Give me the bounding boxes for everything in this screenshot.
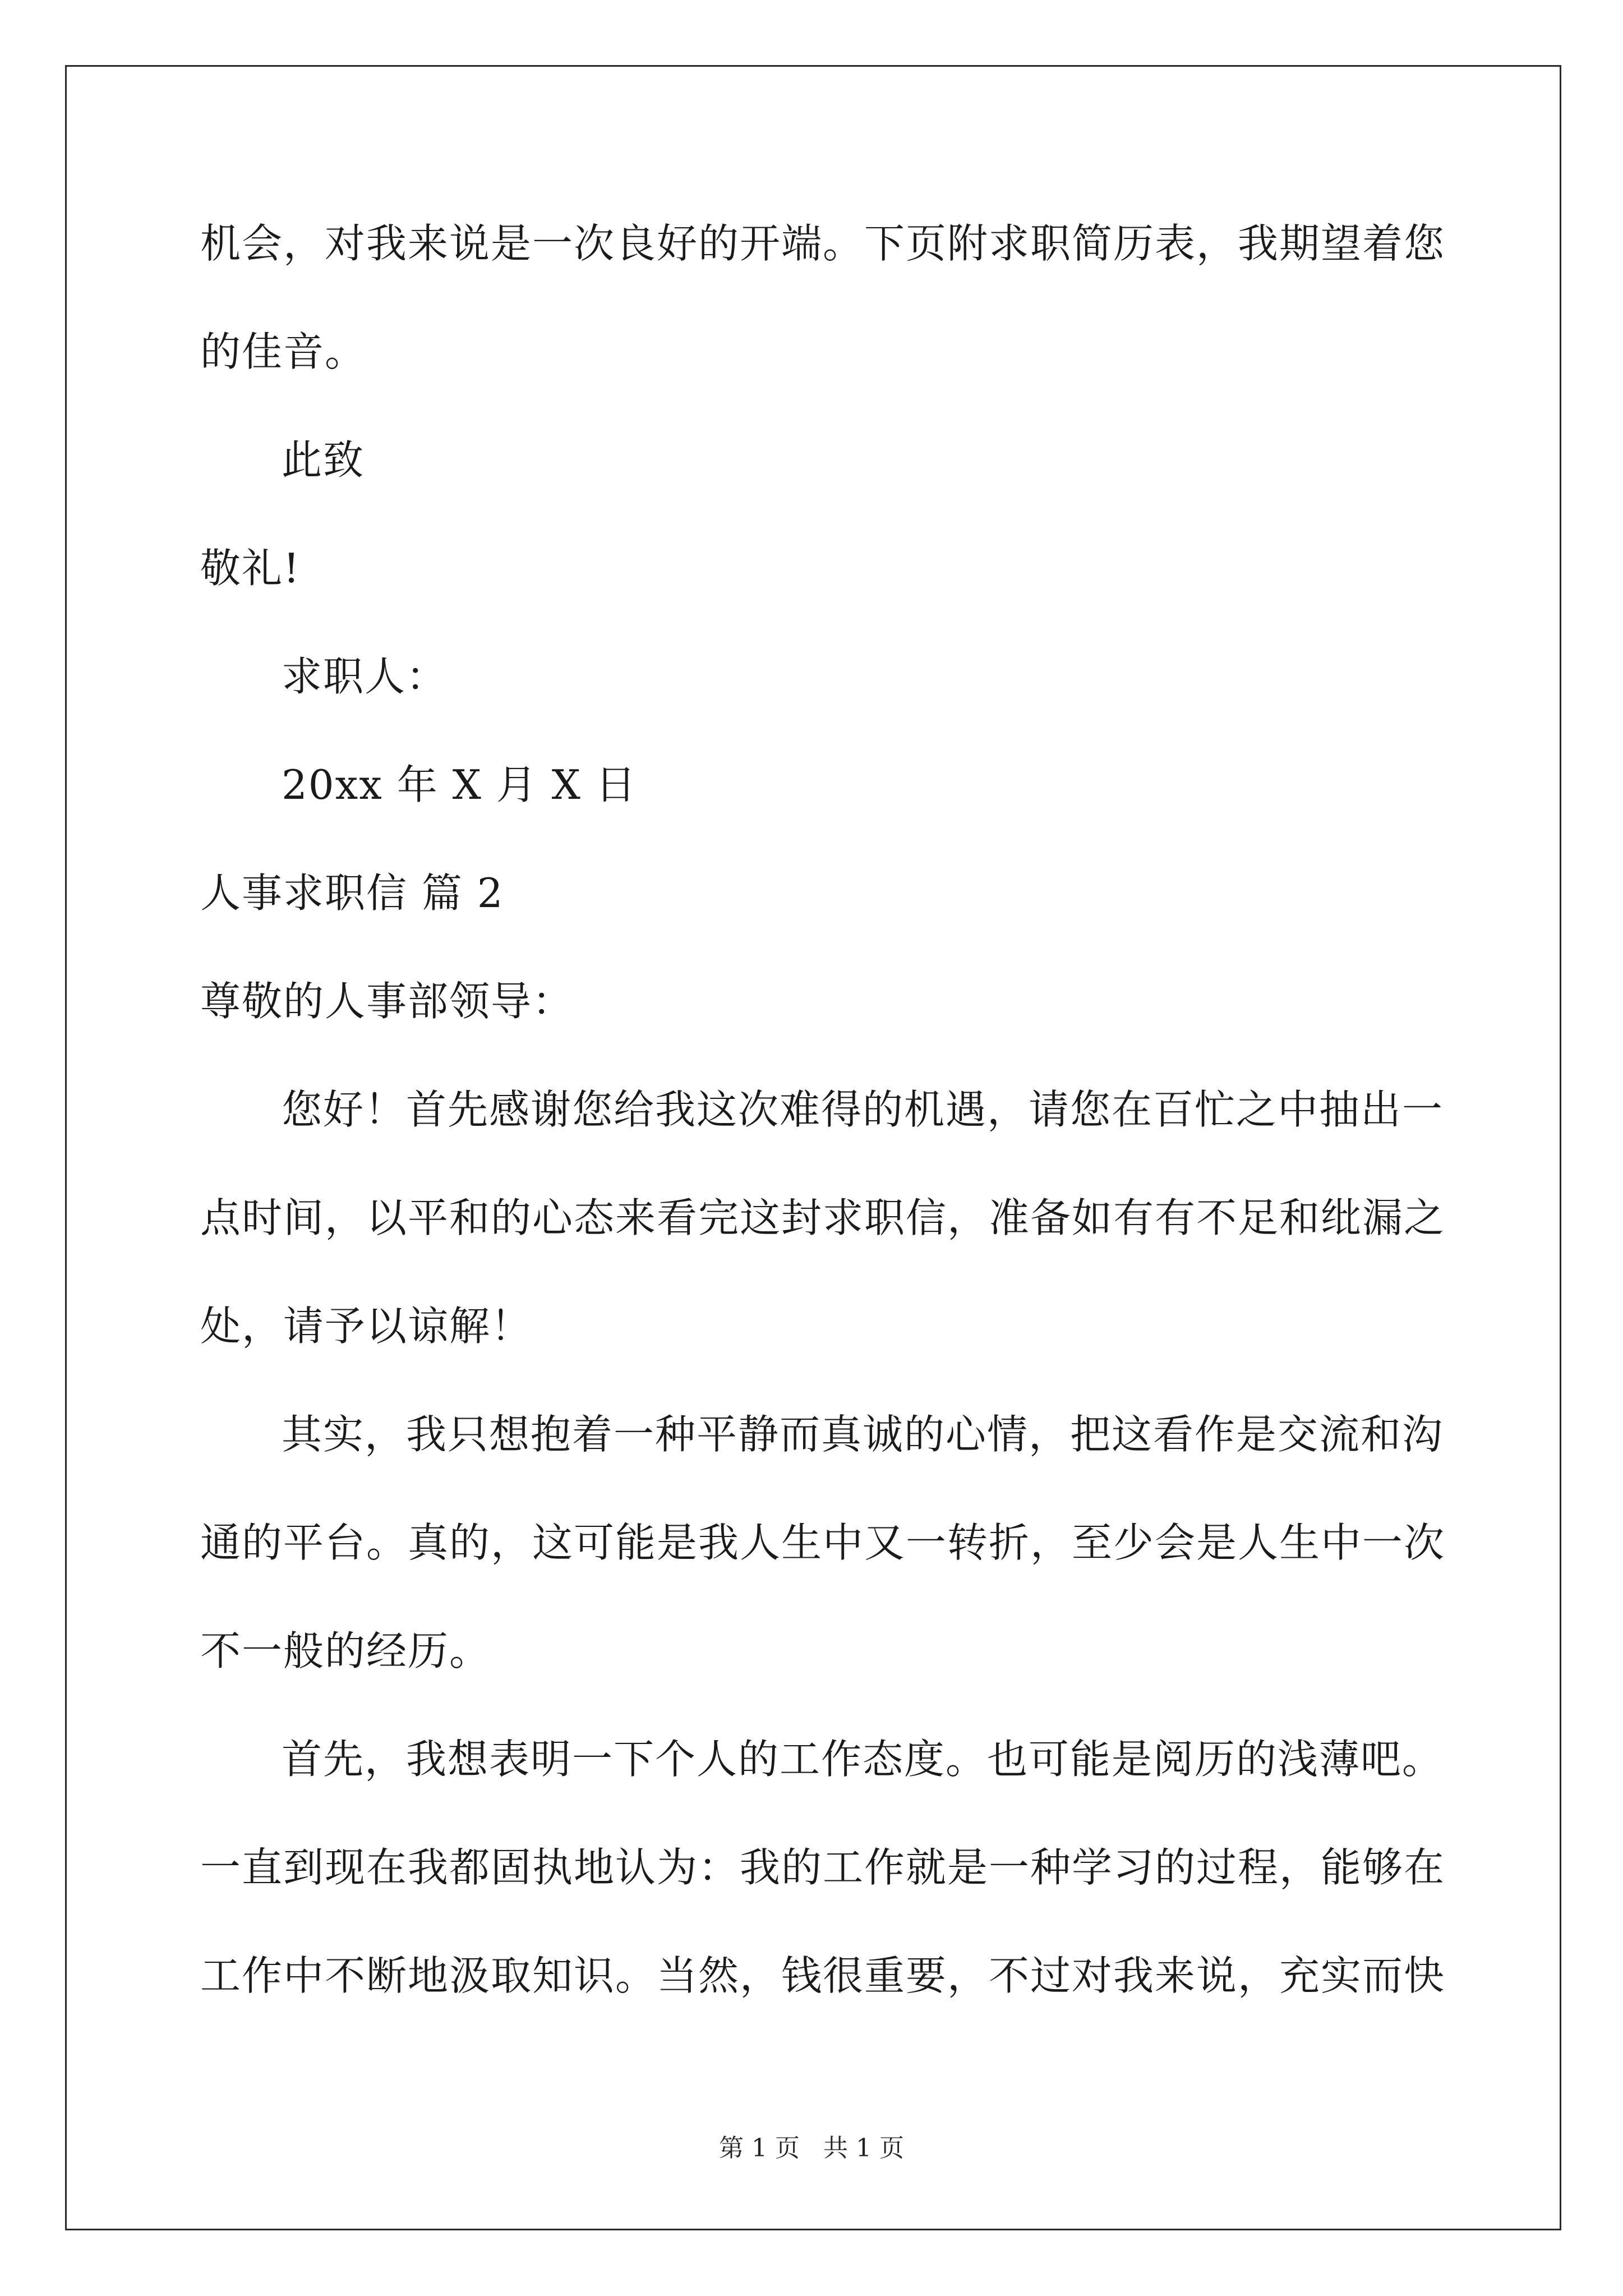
text-line: 点时间，以平和的心态来看完这封求职信，准备如有有不足和纰漏之 xyxy=(200,1194,1446,1241)
text-line: 其实，我只想抱着一种平静而真诚的心情，把这看作是交流和沟 xyxy=(282,1411,1444,1458)
closing-phrase: 此致 xyxy=(282,436,365,484)
salutation-closing: 敬礼! xyxy=(200,545,301,592)
text-line: 您好！首先感谢您给我这次难得的机遇，请您在百忙之中抽出一 xyxy=(282,1086,1444,1133)
letter-date: 20xx 年 X 月 X 日 xyxy=(282,761,637,808)
text-line: 机会，对我来说是一次良好的开端。下页附求职简历表，我期望着您 xyxy=(200,220,1446,267)
text-line: 工作中不断地汲取知识。当然，钱很重要，不过对我来说，充实而快 xyxy=(200,1952,1446,1999)
text-line: 的佳音。 xyxy=(200,328,367,375)
page-border xyxy=(65,65,1561,2230)
text-line: 一直到现在我都固执地认为：我的工作就是一种学习的过程，能够在 xyxy=(200,1844,1446,1891)
signature-label: 求职人： xyxy=(282,653,448,700)
text-line: 通的平台。真的，这可能是我人生中又一转折，至少会是人生中一次 xyxy=(200,1519,1446,1566)
text-line: 处，请予以谅解！ xyxy=(200,1303,533,1350)
recipient-greeting: 尊敬的人事部领导： xyxy=(200,978,574,1025)
text-line: 首先，我想表明一下个人的工作态度。也可能是阅历的浅薄吧。 xyxy=(282,1736,1444,1783)
section-heading: 人事求职信 篇 2 xyxy=(200,869,504,917)
text-line: 不一般的经历。 xyxy=(200,1627,491,1674)
page-number-footer: 第 1 页 共 1 页 xyxy=(719,2134,904,2162)
